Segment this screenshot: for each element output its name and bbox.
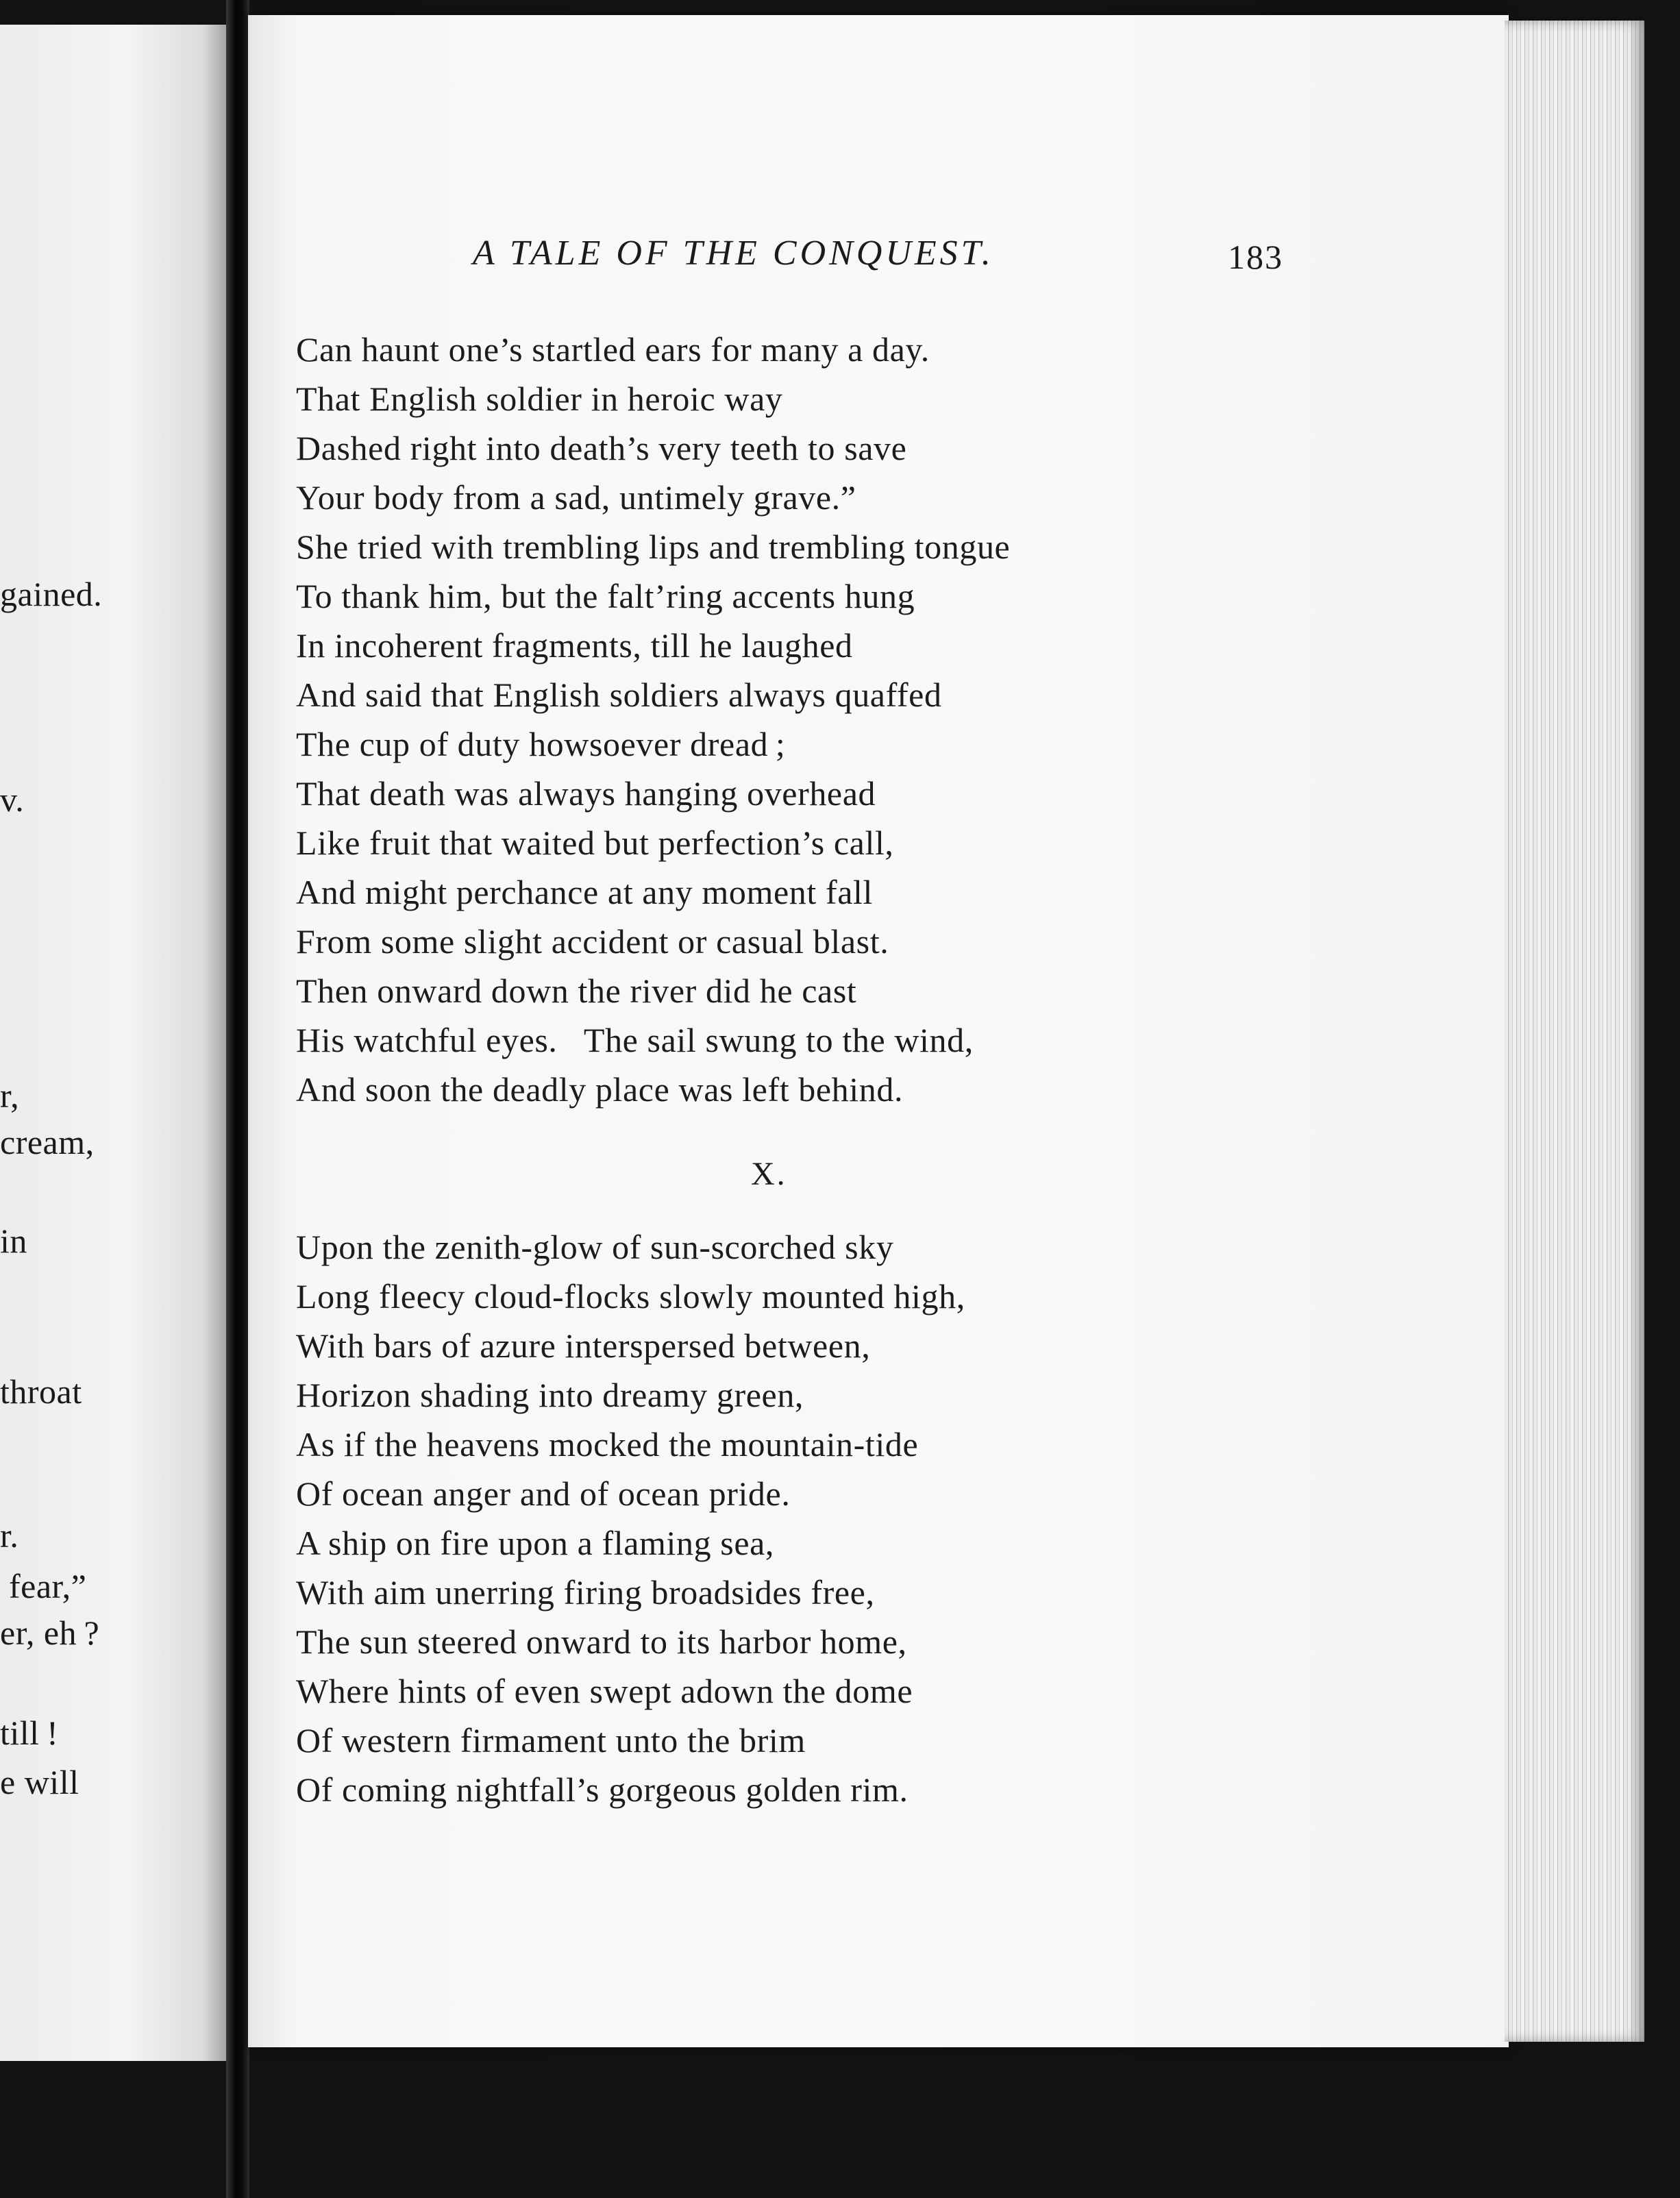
verse-line: From some slight accident or casual blast. xyxy=(296,922,889,961)
verse-line: Of ocean anger and of ocean pride. xyxy=(296,1474,791,1513)
verse-line: As if the heavens mocked the mountain-tide xyxy=(296,1425,919,1464)
page-number: 183 xyxy=(1228,238,1283,276)
page-edges xyxy=(1505,21,1644,2042)
verse-line: Of western firmament unto the brim xyxy=(296,1721,806,1759)
previous-page-text-fragment: e will xyxy=(0,1763,79,1801)
verse-line: That English soldier in heroic way xyxy=(296,380,783,418)
book-gutter xyxy=(226,0,249,2198)
verse-line: Of coming nightfall’s gorgeous golden rim. xyxy=(296,1770,909,1809)
previous-page-text-fragment: v. xyxy=(0,780,25,819)
verse-line: With bars of azure interspersed between, xyxy=(296,1326,871,1365)
verse-line: Upon the zenith-glow of sun-scorched sky xyxy=(296,1228,894,1266)
verse-line: His watchful eyes. The sail swung to the wind, xyxy=(296,1021,974,1059)
verse-line: She tried with trembling lips and trembling tongue xyxy=(296,528,1011,566)
verse-line: Dashed right into death’s very teeth to save xyxy=(296,429,907,467)
previous-page-text-fragment: r, xyxy=(0,1076,20,1115)
previous-page-text-fragment: fear,” xyxy=(0,1567,87,1605)
stanza-2 xyxy=(296,1222,965,1814)
verse-line: With aim unerring firing broadsides free, xyxy=(296,1573,875,1612)
previous-page-text-fragment: gained. xyxy=(0,575,103,613)
verse-line: To thank him, but the falt’ring accents hung xyxy=(296,577,915,615)
previous-page-text-fragment: r. xyxy=(0,1516,19,1555)
previous-page xyxy=(0,25,230,2061)
verse-line: Your body from a sad, untimely grave.” xyxy=(296,478,856,517)
previous-page-text-fragment: er, eh ? xyxy=(0,1614,100,1652)
verse-line: Like fruit that waited but perfection’s call, xyxy=(296,824,894,862)
verse-line: That death was always hanging overhead xyxy=(296,774,876,813)
running-title: A TALE OF THE CONQUEST. xyxy=(473,234,994,273)
verse-line: A ship on fire upon a flaming sea, xyxy=(296,1524,775,1562)
stanza-1 xyxy=(296,325,1010,1114)
previous-page-text-fragment: till ! xyxy=(0,1714,59,1752)
verse-line: And might perchance at any moment fall xyxy=(296,873,873,911)
verse-line: Where hints of even swept adown the dome xyxy=(296,1672,913,1710)
verse-line: Horizon shading into dreamy green, xyxy=(296,1376,804,1414)
verse-line: And said that English soldiers always quaffed xyxy=(296,676,942,714)
verse-line: Long fleecy cloud-flocks slowly mounted high, xyxy=(296,1277,965,1316)
verse-line: In incoherent fragments, till he laughed xyxy=(296,626,853,665)
previous-page-text-fragment: throat xyxy=(0,1372,82,1411)
verse-line: The cup of duty howsoever dread ; xyxy=(296,725,786,763)
verse-line: Then onward down the river did he cast xyxy=(296,972,857,1010)
verse-line: Can haunt one’s startled ears for many a day. xyxy=(296,330,930,369)
verse-line: And soon the deadly place was left behind. xyxy=(296,1070,904,1109)
section-number: X. xyxy=(751,1156,787,1192)
previous-page-text-fragment: cream, xyxy=(0,1123,95,1161)
verse-line: The sun steered onward to its harbor home, xyxy=(296,1622,907,1661)
previous-page-text-fragment: in xyxy=(0,1222,27,1260)
